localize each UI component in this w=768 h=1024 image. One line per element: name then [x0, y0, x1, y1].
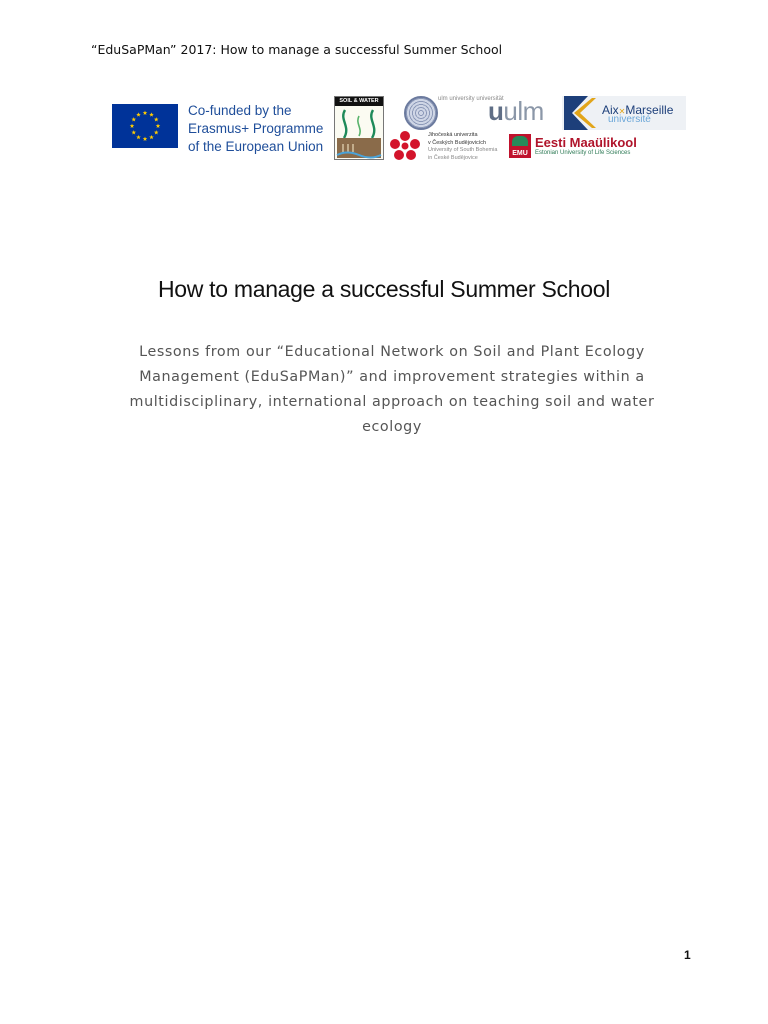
document-subtitle: Lessons from our “Educational Network on Soil and Plant Ecology Management (EduSaPMan)” and improvement strategies within a multidisciplinary, international approach on teaching soil and water ecology — [129, 344, 655, 435]
aix-marseille-logo — [562, 96, 686, 130]
amu-line-1: Aix✕Marseille — [602, 103, 674, 117]
amu-line-2: université — [608, 114, 651, 125]
document-title: How to manage a successful Summer School — [157, 276, 611, 302]
amu-chevron-icon — [562, 96, 602, 130]
soil-water-title: SOIL & WATER — [335, 97, 383, 106]
partner-logos — [112, 94, 692, 164]
emu-title: Eesti Maaülikool — [535, 135, 637, 150]
emu-badge-icon: EMU — [509, 134, 531, 158]
erasmus-logo-text — [188, 102, 338, 156]
emu-leaf-icon — [512, 136, 528, 146]
ulm-seal-icon — [404, 96, 438, 130]
ulm-wordmark — [488, 98, 544, 124]
eu-flag-icon — [112, 104, 178, 148]
erasmus-line-3: of the European Union — [188, 139, 324, 154]
ulm-wordmark-u: u — [488, 96, 504, 126]
soil-water-logo — [334, 96, 384, 160]
emu-subtitle: Estonian University of Life Sciences — [535, 150, 631, 156]
jcu-flower-icon — [388, 130, 422, 162]
page-number: 1 — [684, 948, 691, 962]
erasmus-line-2: Erasmus+ Programme — [188, 121, 324, 136]
jcu-text: Jihočeská univerzita v Českých Budějovicích University of South Bohemia in České Budějovice — [428, 132, 498, 161]
ulm-wordmark-rest: ulm — [503, 96, 544, 126]
plant-roots-icon — [335, 106, 383, 159]
running-header: “EduSaPMan” 2017: How to manage a successful Summer School — [91, 42, 503, 57]
erasmus-line-1: Co-funded by the — [188, 103, 292, 118]
ulm-small-text: ulm university universität — [438, 96, 504, 102]
